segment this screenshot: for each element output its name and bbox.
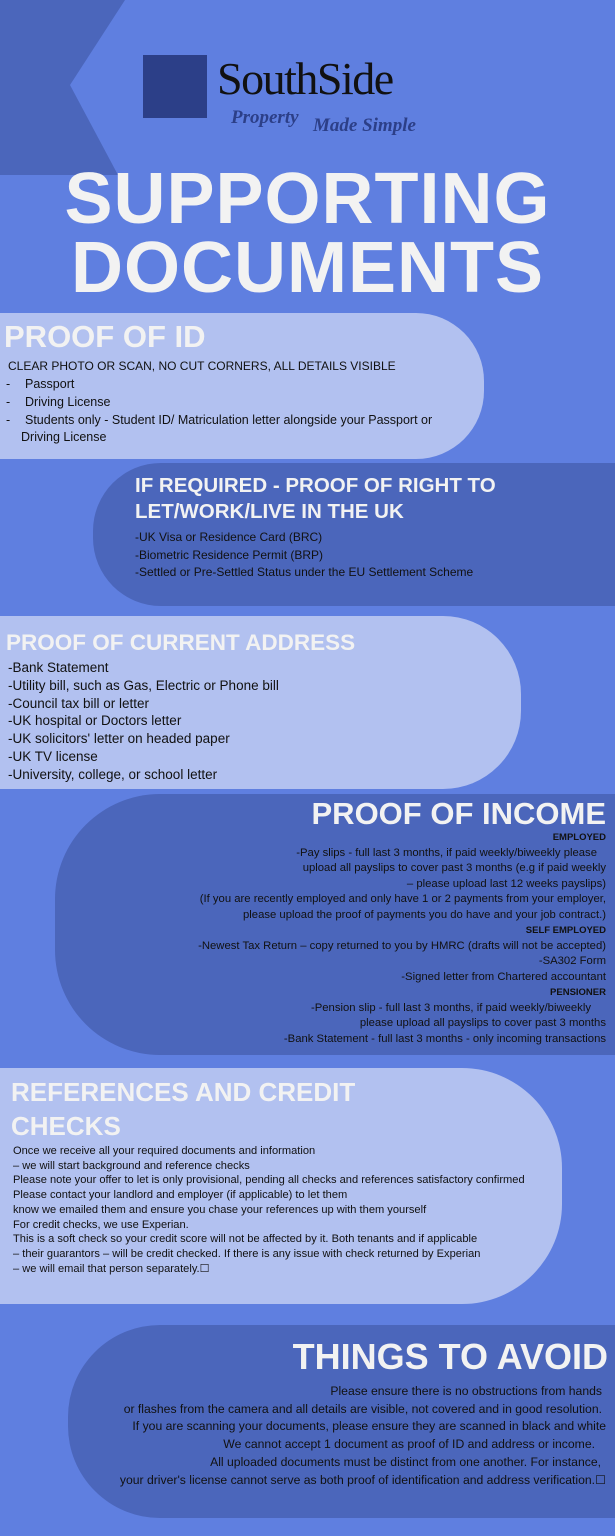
list-item: -Bank Statement [8,660,109,675]
references-heading-line-1: REFERENCES AND CREDIT [11,1077,356,1107]
right-to-rent-heading-line-2: LET/WORK/LIVE IN THE UK [135,500,404,523]
proof-of-income-heading: PROOF OF INCOME [311,796,606,831]
proof-of-id-list [6,376,432,447]
page-title-line-1: SUPPORTING [64,159,551,239]
references-heading-line-2: CHECKS [11,1111,121,1141]
self-employed-line: -Newest Tax Return – copy returned to you by HMRC (drafts will not be accepted) [198,939,606,952]
page-title-line-2: DOCUMENTS [71,228,544,308]
pensioner-label: PENSIONER [550,987,606,998]
avoid-line: your driver's license cannot serve as both proof of identification and address verification.☐ [119,1472,606,1487]
southside-logo [143,52,443,142]
employed-line: upload all payslips to cover past 3 months (e.g if paid weekly [302,862,606,874]
self-employed-line: -Signed letter from Chartered accountant [401,970,606,983]
employed-line: (If you are recently employed and only have 1 or 2 payments from your employer, [199,893,606,905]
references-body [13,1144,525,1276]
list-item: -UK Visa or Residence Card (BRC) [135,530,323,544]
employed-label: EMPLOYED [552,832,606,843]
list-item: -UK hospital or Doctors letter [8,713,182,729]
avoid-line: All uploaded documents must be distinct from one another. For instance, [210,1454,601,1469]
list-item: -UK solicitors' letter on headed paper [8,731,230,747]
references-line: know we emailed them and ensure you chase your references up with them yourself [13,1203,427,1216]
proof-of-address-heading: PROOF OF CURRENT ADDRESS [6,630,356,655]
proof-of-address-list [8,659,279,784]
logo-tagline-made-simple: Made Simple [313,115,416,136]
proof-of-income-body [198,830,606,1047]
references-line: Please contact your landlord and employer (if applicable) to let them [13,1189,348,1202]
pensioner-line: -Bank Statement - full last 3 months - only incoming transactions [283,1032,606,1045]
logo-square-mark [143,55,207,118]
references-heading [11,1075,355,1143]
list-item: -UK TV license [8,748,98,764]
list-item: - Students only - Student ID/ Matriculation letter alongside your Passport or [6,412,433,427]
employed-line: -Pay slips - full last 3 months, if paid weekly/biweekly please [296,846,597,859]
references-line: Once we receive all your required documents and information [13,1145,316,1157]
pensioner-line: please upload all payslips to cover past 3 months [359,1017,606,1029]
avoid-line: If you are scanning your documents, please ensure they are scanned in black and white [132,1419,606,1434]
corner-ribbon-decoration [0,0,140,175]
employed-line: please upload the proof of payments you do have and your job contract.) [243,908,606,921]
list-item: -Biometric Residence Permit (BRP) [135,547,324,562]
things-to-avoid-heading: THINGS TO AVOID [292,1336,608,1377]
references-line: This is a soft check so your credit score will not be affected by it. Both tenants and if applicable [13,1233,478,1246]
proof-of-id-note: CLEAR PHOTO OR SCAN, NO CUT CORNERS, ALL DETAILS VISIBLE [8,359,396,373]
right-to-rent-heading [135,473,496,525]
references-line: – their guarantors – will be credit checked. If there is any issue with check returned by Experian [13,1247,481,1260]
references-line: Please note your offer to let is only provisional, pending all checks and references satisfactory confirmed [13,1174,525,1187]
logo-tagline-property: Property [231,107,299,128]
proof-of-id-heading: PROOF OF ID [4,319,206,354]
logo-wordmark: SouthSide [217,53,393,104]
avoid-line: We cannot accept 1 document as proof of ID and address or income. [223,1437,595,1452]
list-item-continuation: Driving License [21,430,107,445]
employed-line: – please upload last 12 weeks payslips) [406,877,606,890]
list-item: - Passport [6,377,75,391]
self-employed-line: -SA302 Form [538,955,606,967]
right-to-rent-list [135,529,473,582]
self-employed-label: SELF EMPLOYED [525,925,606,936]
right-to-rent-heading-line-1: IF REQUIRED - PROOF OF RIGHT TO [135,474,496,497]
references-line: – we will start background and reference checks [13,1159,250,1172]
list-item: -University, college, or school letter [8,766,218,782]
list-item: -Council tax bill or letter [8,695,150,711]
things-to-avoid-body [120,1383,606,1489]
pensioner-line: -Pension slip - full last 3 months, if paid weekly/biweekly [310,1001,591,1014]
avoid-line: or flashes from the camera and all details are visible, not covered and in good resolution. [123,1401,602,1416]
references-line: – we will email that person separately.☐ [13,1262,210,1275]
list-item: - Driving License [6,394,111,409]
list-item: -Settled or Pre-Settled Status under the EU Settlement Scheme [135,565,474,579]
avoid-line: Please ensure there is no obstructions from hands [330,1384,602,1398]
list-item: -Utility bill, such as Gas, Electric or Phone bill [8,677,279,693]
references-line: For credit checks, we use Experian. [13,1218,189,1231]
